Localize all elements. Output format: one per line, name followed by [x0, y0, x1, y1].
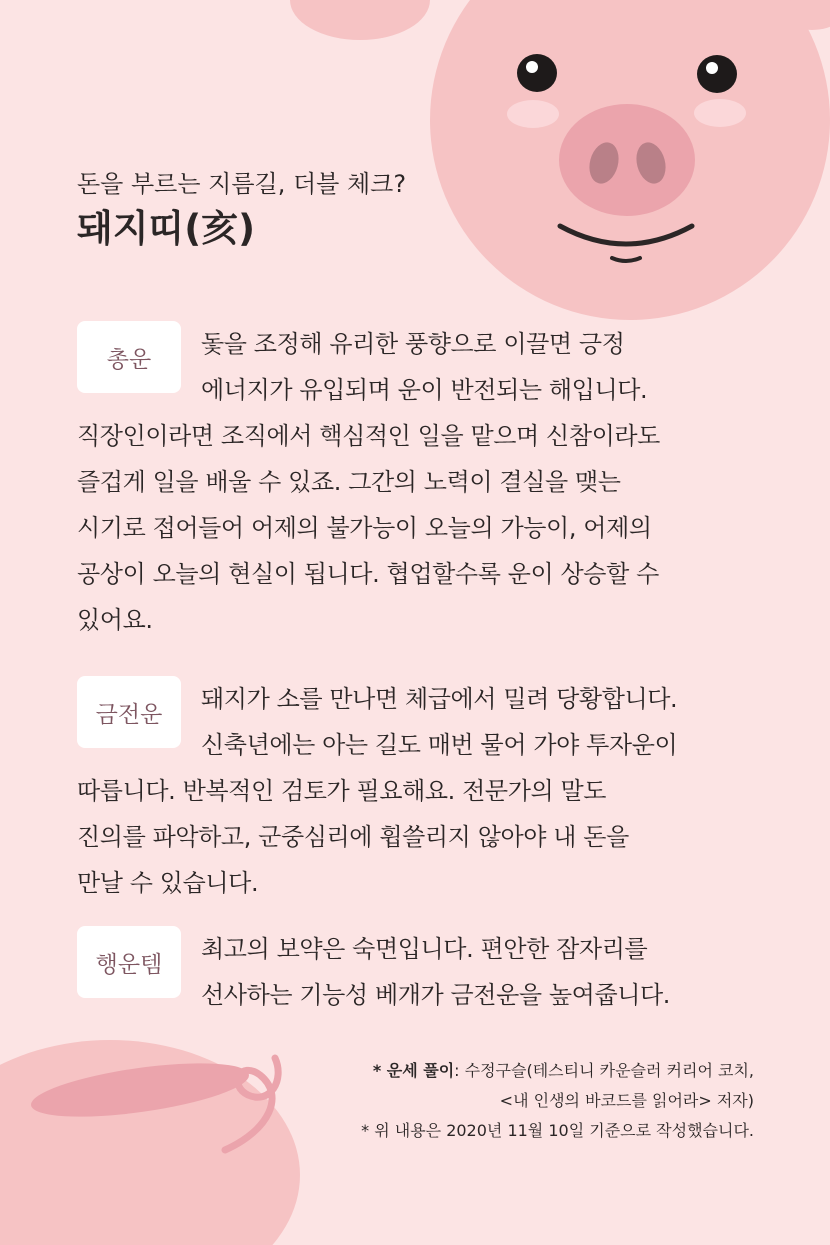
section-lines-rest: [77, 413, 660, 643]
footnote-author: [361, 1056, 754, 1086]
pig-eye-right-highlight: [706, 62, 718, 74]
article-subtitle: 돈을 부르는 지름길, 더블 체크?: [77, 170, 407, 198]
text-line: 따릅니다. 반복적인 검토가 필요해요. 전문가의 말도: [77, 777, 607, 805]
pig-cheek-right: [694, 99, 746, 127]
text-line: 신축년에는 아는 길도 매번 물어 가야 투자운이: [201, 731, 678, 759]
footnotes: [361, 1056, 754, 1146]
text-line: 만날 수 있습니다.: [77, 869, 259, 897]
tag-overall-fortune: 총운: [77, 321, 181, 393]
footnote-date: * 위 내용은 2020년 11월 10일 기준으로 작성했습니다.: [361, 1121, 754, 1140]
footnote-author-text: : 수정구슬(테스티니 카운슬러 커리어 코치,: [454, 1061, 754, 1080]
pig-eye-left-highlight: [526, 61, 538, 73]
text-line: 있어요.: [77, 606, 153, 634]
article-title: 돼지띠(亥): [77, 207, 256, 250]
text-line: 선사하는 기능성 베개가 금전운을 높여줍니다.: [201, 981, 671, 1009]
tag-lucky-item: 행운템: [77, 926, 181, 998]
footnote-author-label: * 운세 풀이: [372, 1061, 455, 1080]
tag-money-fortune: 금전운: [77, 676, 181, 748]
section-lines-first: [201, 926, 801, 1018]
section-lines-first: [201, 676, 801, 768]
pig-ear-left: [290, 0, 430, 40]
text-line: 돼지가 소를 만나면 체급에서 밀려 당황합니다.: [201, 685, 678, 713]
pig-eye-left: [517, 54, 557, 92]
text-line: 최고의 보약은 숙면입니다. 편안한 잠자리를: [201, 935, 648, 963]
text-line: 시기로 접어들어 어제의 불가능이 오늘의 가능이, 어제의: [77, 514, 652, 542]
article-header: [77, 166, 406, 254]
section-lines-first: [201, 321, 801, 413]
section-lines-rest: [77, 768, 629, 906]
pig-eye-right: [697, 55, 737, 93]
text-line: 에너지가 유입되며 운이 반전되는 해입니다.: [201, 376, 648, 404]
text-line: 직장인이라면 조직에서 핵심적인 일을 맡으며 신참이라도: [77, 422, 660, 450]
pig-snout: [559, 104, 695, 216]
text-line: 공상이 오늘의 현실이 됩니다. 협업할수록 운이 상승할 수: [77, 560, 659, 588]
text-line: 돛을 조정해 유리한 풍향으로 이끌면 긍정: [201, 330, 625, 358]
pig-cheek-left: [507, 100, 559, 128]
text-line: 진의를 파악하고, 군중심리에 휩쓸리지 않아야 내 돈을: [77, 823, 629, 851]
footnote-author-line2: <내 인생의 바코드를 읽어라> 저자): [499, 1091, 754, 1110]
text-line: 즐겁게 일을 배울 수 있죠. 그간의 노력이 결실을 맺는: [77, 468, 621, 496]
